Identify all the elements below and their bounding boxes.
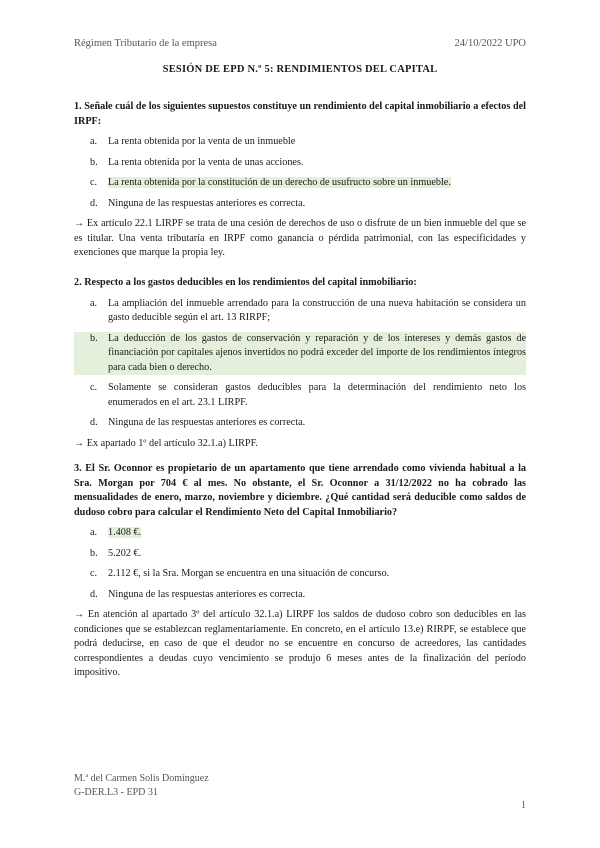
question-3-text: 3. El Sr. Oconnor es propietario de un apartamento que tiene arrendado como vivienda habitual a la Sra. Morgan por 704 € al mes. No obstante, el Sr. Oconnor a 31/12/2022 no ha cobrado las mensualidades de enero, marzo, noviembre y diciembre. ¿Qué cantidad será deducible como saldos de dudoso cobro para calcular el Rendimiento Neto del Capital Inmobiliario? <box>74 463 526 518</box>
option-letter: b. <box>90 332 98 344</box>
option-text: Ninguna de las respuestas anteriores es correcta. <box>108 417 306 428</box>
option-letter: c. <box>90 568 98 579</box>
option-text: Ninguna de las respuestas anteriores es correcta. <box>108 197 306 209</box>
footer-code: G-DER.L3 - EPD 31 <box>74 787 158 798</box>
option-text: 2.112 €, si la Sra. Morgan se encuentra en una situación de concurso. <box>108 568 390 579</box>
option-1d <box>74 197 526 212</box>
question-1-options <box>74 135 526 211</box>
option-letter: a. <box>90 527 98 538</box>
option-text: La deducción de los gastos de conservación y reparación y de los intereses y demás gastos de financiación por capitales ajenos invertidos no podrá exceder del importe de los rendimientos íntegros para cada bien o derecho. <box>108 332 526 373</box>
header-date: 24/10/2022 UPO <box>454 38 526 49</box>
question-2-text: 2. Respecto a los gastos deducibles en los rendimientos del capital inmobiliario: <box>74 277 417 288</box>
option-text: La ampliación del inmueble arrendado para la construcción de una nueva habitación se considera un gasto deducible según el art. 13 RIRPF; <box>108 297 526 323</box>
page-number: 1 <box>521 800 526 811</box>
option-2a <box>74 297 526 326</box>
option-3b <box>74 547 526 562</box>
option-3d <box>74 588 526 603</box>
option-letter: a. <box>90 297 98 309</box>
option-text: La renta obtenida por la constitución de un derecho de usufructo sobre un inmueble. <box>108 177 451 188</box>
option-letter: c. <box>90 382 98 393</box>
option-text: La renta obtenida por la venta de un inmueble <box>108 136 296 147</box>
option-text: 1.408 €. <box>108 527 142 538</box>
question-3-options <box>74 526 526 602</box>
option-letter: b. <box>90 547 98 559</box>
footer-author: M.ª del Carmen Solís Domínguez <box>74 773 209 784</box>
page-title: SESIÓN DE EPD N.º 5: RENDIMIENTOS DEL CAPITAL <box>162 64 438 75</box>
question-1-explanation: → Ex artículo 22.1 LIRPF se trata de una cesión de derechos de uso o disfrute de un bien inmueble del que se es titular. Una venta tributaría en IRPF como ganancia o pérdida patrimonial, con las especificidades y exenciones que marque la propia ley. <box>74 218 526 258</box>
option-2b-correct <box>74 332 526 376</box>
option-letter: d. <box>90 417 98 428</box>
question-3-explanation: → En atención al apartado 3º del artículo 32.1.a) LIRPF los saldos de dudoso cobro son deducibles en las condiciones que se establezcan reglamentariamente. En concreto, en el artículo 13.e) RIRPF, se establece que podrá deducirse, en caso de que el deudor no se encuentre en concurso de acreedores, las cantidades correspondientes a deudas cuyo vencimiento se produjo 6 meses antes de la finalización del período impositivo. <box>74 609 526 678</box>
question-2 <box>74 276 526 451</box>
option-letter: d. <box>90 588 98 600</box>
option-text: Solamente se consideran gastos deducibles para la determinación del rendimiento neto los enumerados en el art. 23.1 LIRPF. <box>108 382 526 408</box>
option-1a <box>74 135 526 150</box>
option-3a-correct <box>74 526 526 541</box>
header-course-title: Régimen Tributario de la empresa <box>74 38 217 49</box>
option-letter: c. <box>90 177 98 188</box>
option-2c <box>74 381 526 410</box>
question-1 <box>74 100 526 261</box>
option-3c <box>74 567 526 582</box>
option-2d <box>74 416 526 431</box>
option-1b <box>74 156 526 171</box>
option-letter: b. <box>90 156 98 168</box>
question-2-options <box>74 297 526 431</box>
question-1-text: 1. Señale cuál de los siguientes supuestos constituye un rendimiento del capital inmobiliario a efectos del IRPF: <box>74 101 526 127</box>
option-letter: a. <box>90 136 98 147</box>
option-1c-correct <box>74 176 526 191</box>
option-text: Ninguna de las respuestas anteriores es correcta. <box>108 588 306 600</box>
question-3 <box>74 462 526 681</box>
question-2-explanation: → Ex apartado 1º del artículo 32.1.a) LIRPF. <box>74 437 258 449</box>
option-text: 5.202 €. <box>108 547 142 559</box>
option-text: La renta obtenida por la venta de unas acciones. <box>108 156 304 168</box>
option-letter: d. <box>90 197 98 209</box>
